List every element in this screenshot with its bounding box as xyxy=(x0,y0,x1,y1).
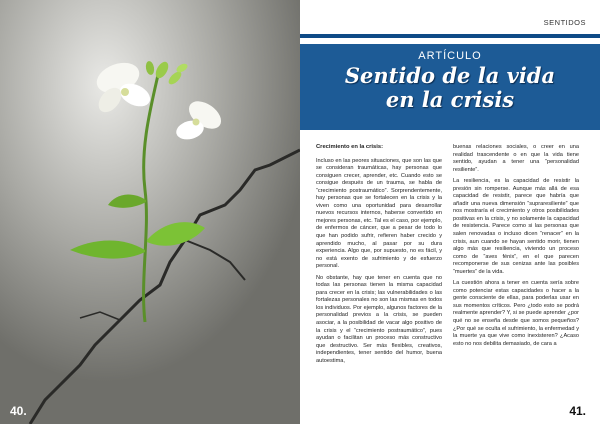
section-label: SENTIDOS xyxy=(543,18,586,27)
page-number-right: 41. xyxy=(569,404,586,418)
article-title xyxy=(300,64,600,112)
paragraph: buenas relaciones sociales, o creer en una realidad trascendente o en que la vida tiene sentido, ayudan a tener una “personalidad resiliente”. xyxy=(453,144,579,173)
column-subheading: Crecimiento en la crisis: xyxy=(316,144,384,150)
text-column-1 xyxy=(316,144,442,369)
paragraph: No obstante, hay que tener en cuenta que no todas las personas tienen la misma capacidad para crecer en la crisis; las vulnerabilidades o las fortalezas personales no son las mismas en todos los individuos. Por ejemplo, algunos factores de la personalidad previos a la crisis, se pueden asociar, a la posibilidad de vacar algo positivo de la crisis y el “crecimiento postraumático”, pues ayudan o facilitan un proceso más constructivo que destructivo. Ser más flexibles, creativos, independientes, tener sentido del humor, buena autoestima, xyxy=(316,274,442,364)
text-column-2 xyxy=(453,144,579,352)
paragraph: La resiliencia, es la capacidad de resistir la presión sin romperse. Aunque más allá de esa capacidad de resistir, parece que habría que añadir una nueva dimensión “supraresiliente” que nos mostraría el crecimiento y otros posibilidades positivas en la crisis, y no solamente la capacidad de resistencia. Parece como si las personas que salen renovadas o incluso dicen “renacer” en la crisis, aun cuando se hayan sentido morir, tienen algo más que resiliencia, viviendo un proceso como de “aves fénix”, en el que parecen recomponerse de sus cenizas ante las posibles “muertes” de la vida. xyxy=(453,178,579,275)
paragraph: La cuestión ahora a tener en cuenta sería sobre como potenciar estas capacidades o hacer a la gente consciente de ellas, para poderlas usar en sus momentos críticos. Pero ¿todo esto se podrá realmente aprender? Y, si se puede aprender ¿por qué no se enseña desde que somos pequeños? ¿Por qué se oculta el sufrimiento, la enfermedad y la muerte ya que vive como inexisteren? ¿Acaso esto no nos debilita demasiado, de cara a xyxy=(453,280,579,347)
article-title-line-1: Sentido de la vida xyxy=(344,63,556,88)
section-rule xyxy=(300,34,600,38)
page-number-left: 40. xyxy=(10,404,27,418)
article-kicker: ARTÍCULO xyxy=(418,50,482,62)
paragraph: Incluso en las peores situaciones, que son las que se consideran traumáticas, hay personas que consiguen crecer, aprender, etc. Cuando esto se consigue después de un trauma, se habla de “crecimiento postraumático”. Sorprendentemente, hay personas que se fortalecen en la crisis y la viven como una oportunidad para desarrollar nuevos recursos internos, haberse convertido en mejores personas, etc. Tal es el caso, por ejemplo, de enfermos de cáncer, que a pesar de todo lo que han podido sufrir, refieren haber crecido y aprendido mucho, al pasar por su dura experiencia. Algo que, por supuesto, no es fácil, y no está exento de sufrimiento y de esfuerzo personal. xyxy=(316,157,442,270)
article-title-line-2: en la crisis xyxy=(385,87,515,112)
